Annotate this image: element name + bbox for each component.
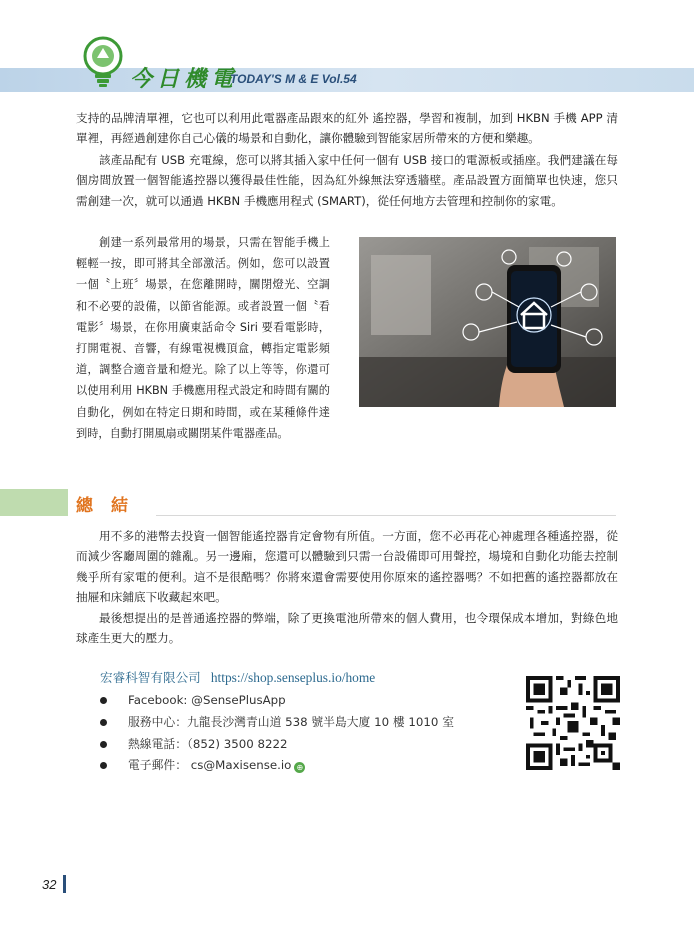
summary-paragraph-1: 用不多的港幣去投資一個智能遙控器肯定會物有所值。一方面，您不必再花心神處理各種遙控器，從而減少客廳周圍的雜亂。另一邊廂，您還可以體驗到只需一台設備即可用聲控，場境和自動化功能去控制幾乎所有家電的便利。這不是很酷嗎？你將來還會需要使用你原來的遙控器嗎？不如把舊的遙控器都放在抽屜和床鋪底下收藏起來吧。 bbox=[76, 529, 618, 605]
page-number: 32 bbox=[42, 877, 57, 892]
smart-home-phone-photo bbox=[359, 237, 616, 407]
summary-heading: 總結 bbox=[76, 496, 146, 516]
body-paragraph-1: 支持的品牌清單裡，它也可以利用此電器產品跟來的紅外 遙控器，學習和複制，加到 HKBN 手機 APP 清單裡，再經過創建你自己心儀的場景和自動化，讓你體驗到智能家居所帶來的方便和樂趣。 bbox=[76, 111, 618, 146]
company-line bbox=[100, 667, 375, 686]
summary-tab bbox=[0, 489, 68, 516]
body-paragraph-3: 創建一系列最常用的場景，只需在智能手機上輕輕一按，即可將其全部激活。例如，您可以設置一個〝上班〞場景，在您離開時，關閉燈光、空調和不必要的設備，以節省能源。或者設置一個〝看電影〞場景，在你用廣東話命令 Siri 要看電影時，打開電視、音響，有線電視機頂盒，轉指定電影頻道，調整合適音量和燈光。除了以上等等，你還可以使用利用 HKBN 手機應用程式設定和時間有關的自動化，例如在特定日期和時間，或在某種條件達到時，自動打開風扇或關閉某件電器產品。 bbox=[76, 236, 330, 440]
company-name: 宏睿科智有限公司 bbox=[100, 670, 201, 685]
list-item bbox=[100, 734, 454, 756]
bullet-icon bbox=[100, 719, 107, 726]
bullet-icon bbox=[100, 697, 107, 704]
magazine-issue: TODAY'S M & E Vol.54 bbox=[230, 72, 357, 86]
address-text: 服務中心：九龍長沙灣青山道 538 號半島大廈 10 樓 1010 室 bbox=[128, 714, 454, 729]
globe-icon: ⊕ bbox=[294, 762, 305, 773]
list-item bbox=[100, 755, 454, 777]
qr-code[interactable] bbox=[526, 676, 620, 770]
contact-list bbox=[100, 690, 454, 777]
body-paragraph-2: 該產品配有 USB 充電線，您可以將其插入家中任何一個有 USB 接口的電源板或插座。我們建議在每個房間放置一個智能遙控器以獲得最佳性能，因為紅外線無法穿透牆壁。產品設置方面簡單也快速，您只需創建一次，就可以通過 HKBN 手機應用程式 (SMART)，從任何地方去管理和控制你的家電。 bbox=[76, 153, 618, 208]
phone-text[interactable]: 熱線電話：（852) 3500 8222 bbox=[128, 736, 288, 751]
lightbulb-logo-icon bbox=[80, 36, 126, 88]
list-item bbox=[100, 690, 454, 712]
magazine-title: 今日機電 bbox=[130, 67, 239, 92]
company-url[interactable]: https://shop.senseplus.io/home bbox=[210, 670, 376, 685]
email-text[interactable]: 電子郵件： cs@Maxisense.io bbox=[128, 758, 292, 773]
bullet-icon bbox=[100, 762, 107, 769]
summary-divider bbox=[156, 515, 616, 516]
bullet-icon bbox=[100, 741, 107, 748]
list-item bbox=[100, 712, 454, 734]
page-number-bar bbox=[63, 875, 66, 893]
facebook-text[interactable]: Facebook: @SensePlusApp bbox=[128, 693, 286, 707]
summary-paragraph-2: 最後想提出的是普通遙控器的弊端，除了更換電池所帶來的個人費用，也令環保成本增加，對綠色地球產生更大的壓力。 bbox=[76, 611, 618, 646]
